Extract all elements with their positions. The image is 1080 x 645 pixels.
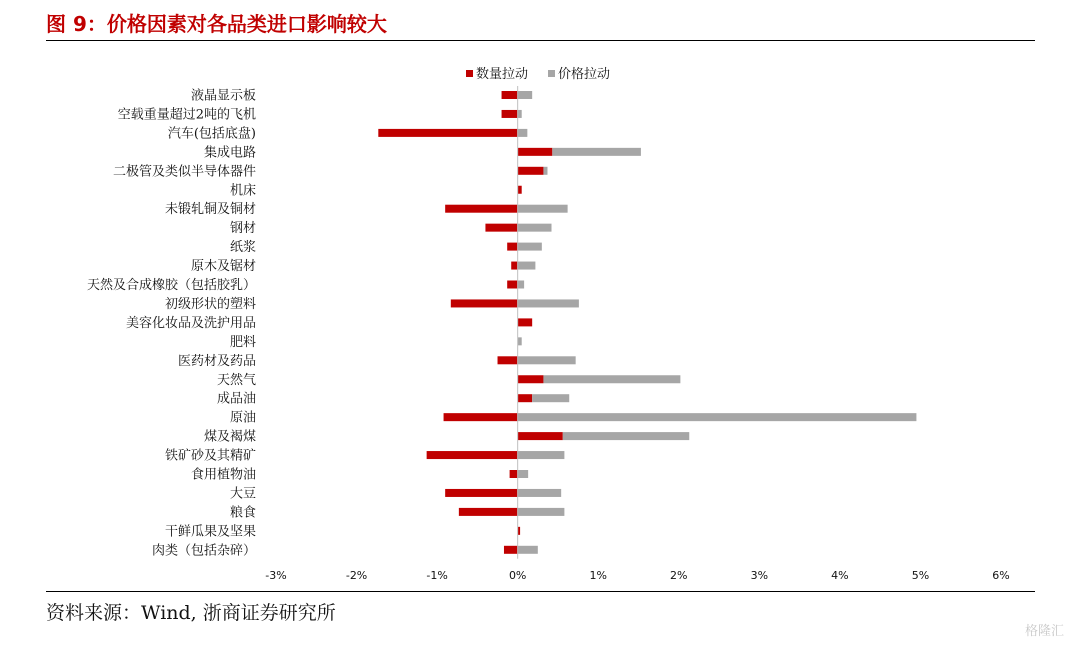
category-label: 铁矿砂及其精矿 xyxy=(164,448,256,464)
category-label: 机床 xyxy=(229,183,256,199)
category-label: 液晶显示板 xyxy=(190,88,256,104)
category-label: 原油 xyxy=(229,410,256,426)
bar-1-19 xyxy=(518,451,565,459)
category-label: 原木及锯材 xyxy=(190,259,256,275)
legend-swatch-0 xyxy=(466,70,473,77)
bar-0-24 xyxy=(504,546,518,554)
legend-swatch-1 xyxy=(548,70,555,77)
x-tick-label: 5% xyxy=(911,569,930,582)
bar-1-10 xyxy=(518,281,524,289)
category-label: 钢材 xyxy=(229,221,256,237)
bar-1-22 xyxy=(518,508,565,516)
x-tick-label: 6% xyxy=(992,569,1010,582)
legend xyxy=(466,66,610,82)
watermark: 格隆汇 xyxy=(1024,624,1064,639)
bar-0-3 xyxy=(518,148,553,156)
source-note: 资料来源：Wind, 浙商证券研究所 xyxy=(46,602,336,624)
category-label: 集成电路 xyxy=(203,145,256,161)
bar-0-9 xyxy=(511,262,517,270)
legend-label-1: 价格拉动 xyxy=(558,67,611,82)
bar-1-3 xyxy=(552,148,641,156)
bar-0-7 xyxy=(485,224,517,232)
x-tick-label: -1% xyxy=(426,569,448,582)
bar-1-2 xyxy=(518,129,528,137)
bar-1-1 xyxy=(518,110,522,118)
category-label: 未锻轧铜及铜材 xyxy=(164,202,256,218)
bar-1-24 xyxy=(518,546,538,554)
bar-0-6 xyxy=(445,205,518,213)
bar-0-4 xyxy=(518,167,544,175)
bar-0-17 xyxy=(444,413,518,421)
bottom-rule xyxy=(46,591,1035,592)
category-label: 医药材及药品 xyxy=(177,353,256,369)
bar-0-20 xyxy=(510,470,518,478)
category-label: 空载重量超过2吨的飞机 xyxy=(117,107,256,123)
bar-0-21 xyxy=(445,489,518,497)
bar-0-14 xyxy=(498,356,518,364)
bar-0-0 xyxy=(502,91,518,99)
bar-1-4 xyxy=(543,167,547,175)
bar-1-15 xyxy=(543,375,680,383)
bar-0-16 xyxy=(518,394,533,402)
category-label: 干鲜瓜果及坚果 xyxy=(164,524,256,540)
category-label: 汽车(包括底盘) xyxy=(167,126,256,142)
category-label: 煤及褐煤 xyxy=(203,429,256,445)
bar-1-0 xyxy=(518,91,533,99)
bar-0-22 xyxy=(459,508,518,516)
bar-1-14 xyxy=(518,356,576,364)
bar-0-8 xyxy=(507,243,517,251)
bar-1-11 xyxy=(518,299,579,307)
category-label: 天然及合成橡胶（包括胶乳） xyxy=(86,278,256,293)
x-tick-label: 1% xyxy=(589,569,607,582)
x-tick-label: 4% xyxy=(831,569,849,582)
x-tick-label: -2% xyxy=(345,569,368,582)
x-axis xyxy=(265,86,1009,582)
bar-0-19 xyxy=(427,451,518,459)
bar-1-7 xyxy=(518,224,552,232)
bar-1-20 xyxy=(518,470,528,478)
category-label: 大豆 xyxy=(229,486,256,502)
bar-1-17 xyxy=(518,413,917,421)
x-tick-label: 0% xyxy=(508,569,527,582)
bar-0-5 xyxy=(518,186,522,194)
category-label: 肥料 xyxy=(229,334,256,350)
bar-0-1 xyxy=(502,110,518,118)
x-tick-label: 3% xyxy=(750,569,769,582)
bar-0-10 xyxy=(507,281,517,289)
category-label: 天然气 xyxy=(216,372,256,388)
bars xyxy=(378,91,916,554)
bar-0-2 xyxy=(378,129,517,137)
legend-label-0: 数量拉动 xyxy=(476,67,529,82)
bar-1-9 xyxy=(518,262,536,270)
category-label: 二极管及类似半导体器件 xyxy=(112,164,256,180)
bar-0-18 xyxy=(518,432,563,440)
bar-1-13 xyxy=(518,337,522,345)
x-tick-label: 2% xyxy=(670,569,688,582)
bar-1-8 xyxy=(518,243,542,251)
bar-1-16 xyxy=(532,394,569,402)
category-label: 肉类（包括杂碎） xyxy=(151,543,256,559)
category-label: 初级形状的塑料 xyxy=(164,296,256,312)
category-label: 纸浆 xyxy=(229,240,256,256)
bar-1-18 xyxy=(563,432,689,440)
category-label: 成品油 xyxy=(216,391,256,407)
bar-0-12 xyxy=(518,318,533,326)
category-labels xyxy=(87,88,256,559)
x-tick-label: -3% xyxy=(265,569,287,582)
category-label: 食用植物油 xyxy=(190,467,256,483)
category-label: 粮食 xyxy=(229,505,256,521)
category-label: 美容化妆品及洗护用品 xyxy=(125,315,256,331)
bar-1-21 xyxy=(518,489,562,497)
bar-0-11 xyxy=(451,299,518,307)
bar-1-6 xyxy=(518,205,568,213)
bar-0-15 xyxy=(518,375,544,383)
chart-title: 图 9：价格因素对各品类进口影响较大 xyxy=(46,12,387,36)
